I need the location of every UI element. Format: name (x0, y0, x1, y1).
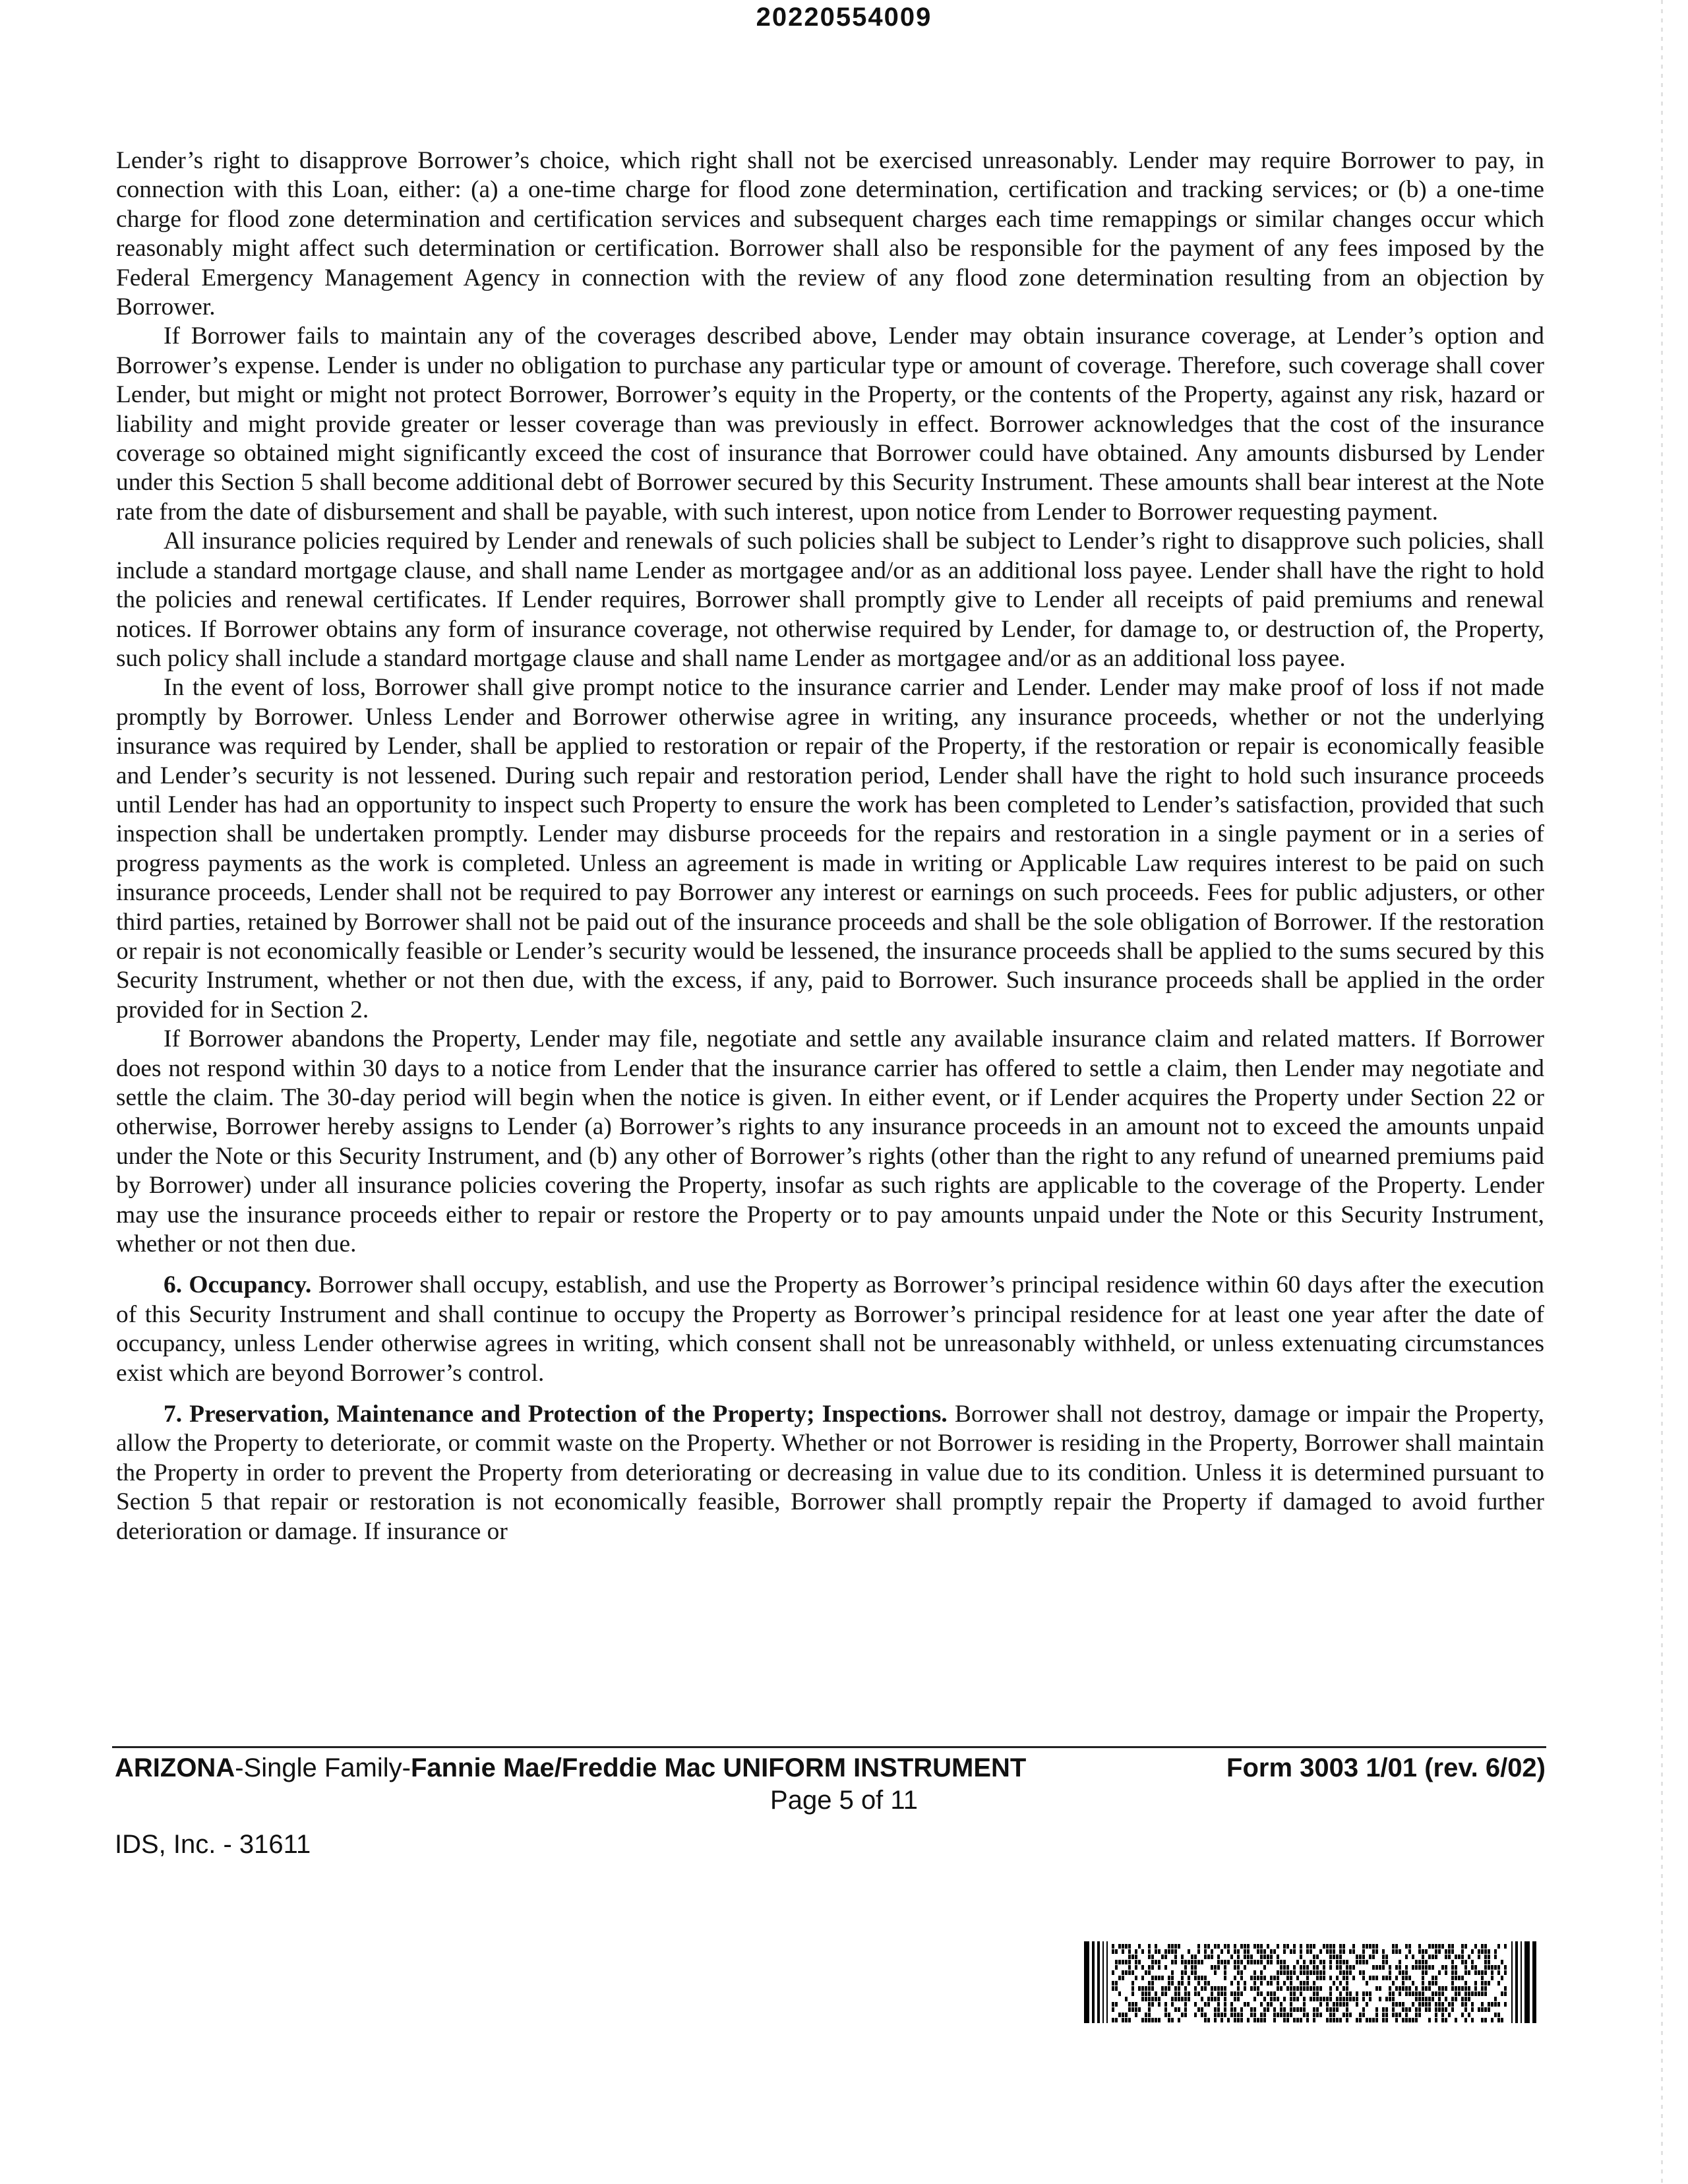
footer-family: -Single Family- (235, 1753, 411, 1782)
paragraph-policies: All insurance policies required by Lender and renewals of such policies shall be subject to Lender’s right to disapprove such policies, shall include a standard mortgage clause, and shall name Lender as mortgagee and/or as an additional loss payee. Lender shall have the right to hold the policies and renewal certificates. If Lender requires, Borrower shall promptly give to Lender all receipts of paid premiums and renewal notices. If Borrower obtains any form of insurance coverage, not otherwise required by Lender, for damage to, or destruction of, the Property, such policy shall include a standard mortgage clause and shall name Lender as mortgagee and/or as an additional loss payee. (116, 528, 1544, 672)
section-preservation (116, 1400, 1544, 1546)
document-body (116, 146, 1544, 1546)
page-number: Page 5 of 11 (770, 1786, 918, 1815)
footer-form-number: Form 3003 1/01 (rev. 6/02) (1226, 1753, 1546, 1782)
paragraph-flood-zone: Lender’s right to disapprove Borrower’s choice, which right shall not be exercised unreasonably. Lender may require Borrower to pay, in connection with this Loan, either: (a) a one-time charge for flood zone determination, certification and tracking services; or (b) a one-time charge for flood zone determination and certification services and subsequent charges each time remappings or similar changes occur which reasonably might affect such determination or certification. Borrower shall also be responsible for the payment of any fees imposed by the Federal Emergency Management Agency in connection with the review of any flood zone determination resulting from an objection by Borrower. (116, 147, 1544, 321)
scan-edge-artifact (1661, 0, 1663, 2184)
footer-divider (112, 1746, 1546, 1748)
document-number: 20220554009 (756, 3, 932, 32)
paragraph-coverage: If Borrower fails to maintain any of the coverages described above, Lender may obtain insurance coverage, at Lender’s option and Borrower’s expense. Lender is under no obligation to purchase any particular type or amount of coverage. Therefore, such coverage shall cover Lender, but might or might not protect Borrower, Borrower’s equity in the Property, or the contents of the Property, against any risk, hazard or liability and might provide greater or lesser coverage than was previously in effect. Borrower acknowledges that the cost of the insurance coverage so obtained might significantly exceed the cost of insurance that Borrower could have obtained. Any amounts disbursed by Lender under this Section 5 shall become additional debt of Borrower secured by this Security Instrument. These amounts shall bear interest at the Note rate from the date of disbursement and shall be payable, with such interest, upon notice from Lender to Borrower requesting payment. (116, 322, 1544, 526)
footer-state: ARIZONA (115, 1753, 235, 1782)
paragraph-abandonment: If Borrower abandons the Property, Lender may file, negotiate and settle any available insurance claim and related matters. If Borrower does not respond within 30 days to a notice from Lender that the insurance carrier has offered to settle a claim, then Lender may negotiate and settle the claim. The 30-day period will begin when the notice is given. In either event, or if Lender acquires the Property under Section 22 or otherwise, Borrower hereby assigns to Lender (a) Borrower’s rights to any insurance proceeds in an amount not to exceed the amounts unpaid under the Note or this Security Instrument, and (b) any other of Borrower’s rights (other than the right to any refund of unearned premiums paid by Borrower) under all insurance policies covering the Property, insofar as such rights are applicable to the coverage of the Property. Lender may use the insurance proceeds either to repair or restore the Property or to pay amounts unpaid under the Note or this Security Instrument, whether or not then due. (116, 1025, 1544, 1258)
footer-instrument (115, 1751, 1026, 1784)
barcode-image (1084, 1941, 1539, 2023)
section-preservation-text: Borrower shall not destroy, damage or impair the Property, allow the Property to deteriorate, or commit waste on the Property. Whether or not Borrower is residing in the Property, Borrower shall maintain the Property in order to prevent the Property from deteriorating or decreasing in value due to its condition. Unless it is determined pursuant to Section 5 that repair or restoration is not economically feasible, Borrower shall promptly repair the Property if damaged to avoid further deterioration or damage. If insurance or (116, 1401, 1544, 1545)
vendor-id: IDS, Inc. - 31611 (115, 1830, 311, 1859)
section-preservation-heading: 7. Preservation, Maintenance and Protection of the Property; Inspections. (164, 1401, 948, 1428)
section-occupancy (116, 1271, 1544, 1388)
footer-instrument-name: Fannie Mae/Freddie Mac UNIFORM INSTRUMENT (410, 1753, 1027, 1782)
section-occupancy-text: Borrower shall occupy, establish, and use the Property as Borrower’s principal residence within 60 days after the execution of this Security Instrument and shall continue to occupy the Property as Borrower’s principal residence for at least one year after the date of occupancy, unless Lender otherwise agrees in writing, which consent shall not be unreasonably withheld, or unless extenuating circumstances exist which are beyond Borrower’s control. (116, 1271, 1544, 1387)
paragraph-loss: In the event of loss, Borrower shall give prompt notice to the insurance carrier and Lender. Lender may make proof of loss if not made promptly by Borrower. Unless Lender and Borrower otherwise agree in writing, any insurance proceeds, whether or not the underlying insurance was required by Lender, shall be applied to restoration or repair of the Property, if the restoration or repair is economically feasible and Lender’s security is not lessened. During such repair and restoration period, Lender shall have the right to hold such insurance proceeds until Lender has had an opportunity to inspect such Property to ensure the work has been completed to Lender’s satisfaction, provided that such inspection shall be undertaken promptly. Lender may disburse proceeds for the repairs and restoration in a single payment or in a series of progress payments as the work is completed. Unless an agreement is made in writing or Applicable Law requires interest to be paid on such insurance proceeds, Lender shall not be required to pay Borrower any interest or earnings on such proceeds. Fees for public adjusters, or other third parties, retained by Borrower shall not be paid out of the insurance proceeds and shall be the sole obligation of Borrower. If the restoration or repair is not economically feasible or Lender’s security would be lessened, the insurance proceeds shall be applied to the sums secured by this Security Instrument, whether or not then due, with the excess, if any, paid to Borrower. Such insurance proceeds shall be applied in the order provided for in Section 2. (116, 674, 1544, 1023)
section-occupancy-heading: 6. Occupancy. (164, 1271, 312, 1299)
